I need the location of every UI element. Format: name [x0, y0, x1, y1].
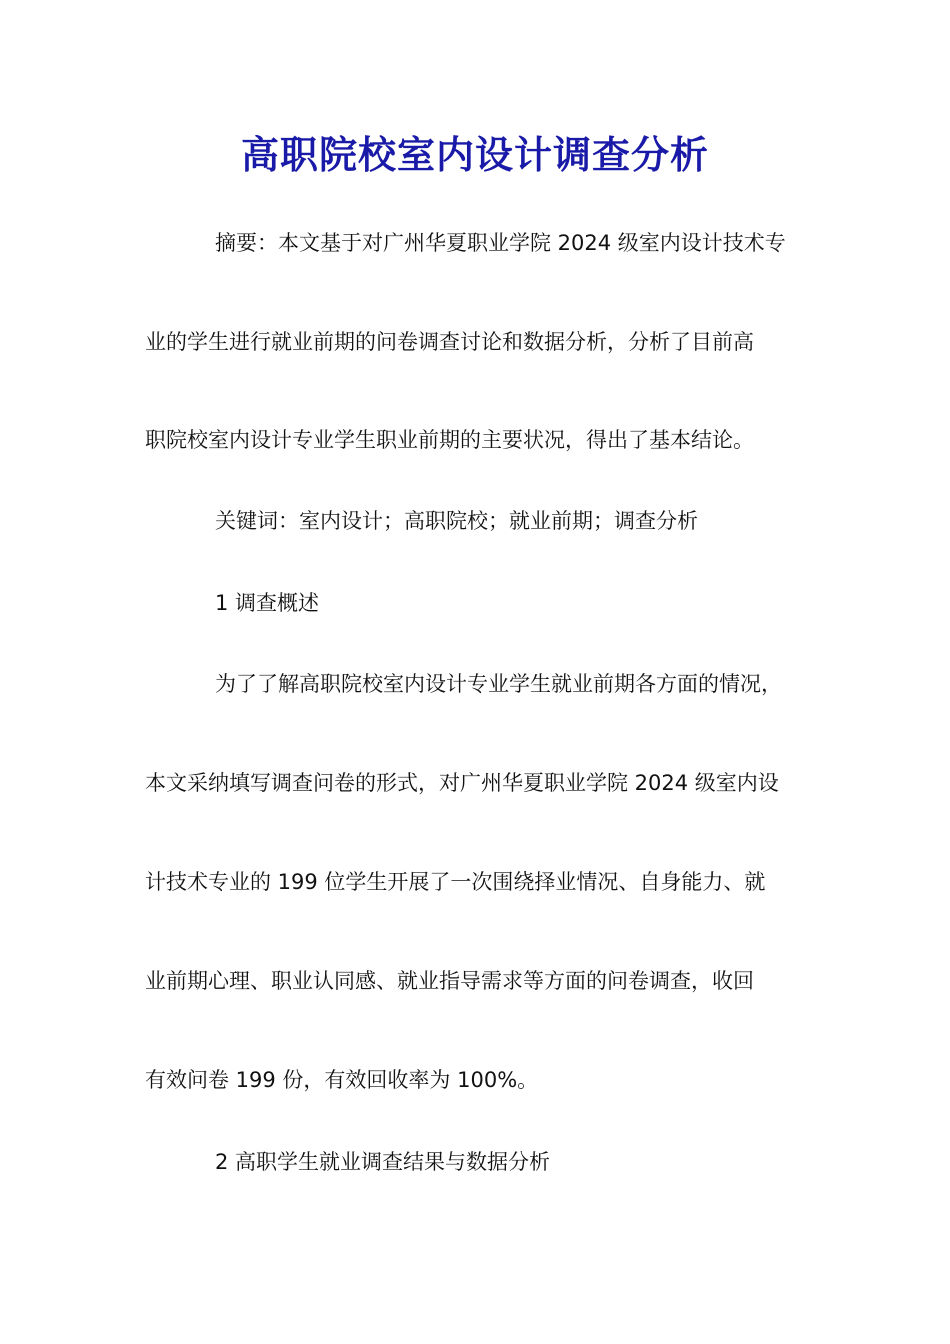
- document-title: 高职院校室内设计调查分析: [240, 132, 709, 177]
- section-heading-1: 1 调查概述: [215, 591, 320, 615]
- body-line-3: 计技术专业的 199 位学生开展了一次围绕择业情况、自身能力、就: [145, 870, 766, 894]
- body-line-5: 有效问卷 199 份，有效回收率为 100%。: [145, 1068, 539, 1092]
- body-line-4: 业前期心理、职业认同感、就业指导需求等方面的问卷调查，收回: [145, 969, 754, 993]
- body-line-1: 为了了解高职院校室内设计专业学生就业前期各方面的情况，: [215, 672, 782, 696]
- abstract-line-1: 摘要：本文基于对广州华夏职业学院 2024 级室内设计技术专: [215, 231, 786, 255]
- section-heading-2: 2 高职学生就业调查结果与数据分析: [215, 1150, 551, 1174]
- abstract-line-3: 职院校室内设计专业学生职业前期的主要状况，得出了基本结论。: [145, 428, 754, 452]
- keywords-line: 关键词：室内设计；高职院校；就业前期；调查分析: [215, 509, 698, 533]
- body-line-2: 本文采纳填写调查问卷的形式，对广州华夏职业学院 2024 级室内设: [145, 771, 779, 795]
- abstract-line-2: 业的学生进行就业前期的问卷调查讨论和数据分析，分析了目前高: [145, 330, 754, 354]
